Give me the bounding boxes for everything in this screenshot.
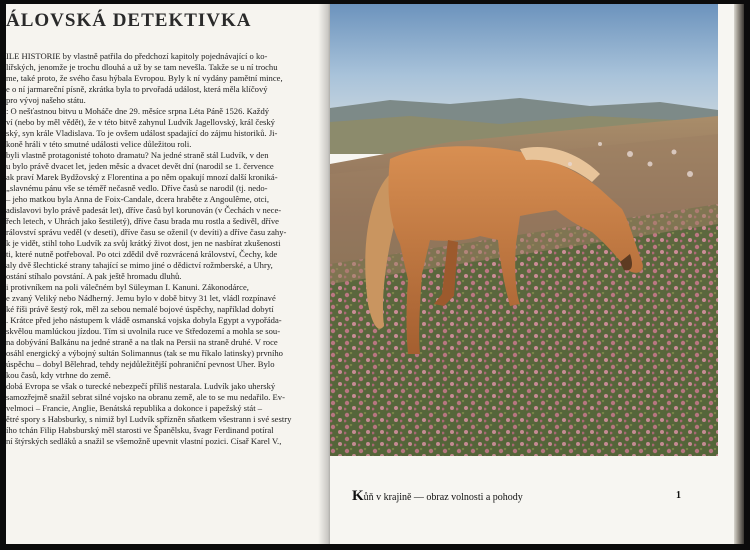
text-line: koně hráli v této smutné události velice důležitou roli. <box>6 139 192 149</box>
text-line: lířských, jenomže je trochu dlouhá a už by se tam nevešla. Takže se u ní trochu <box>6 62 278 72</box>
text-line: k je vidět, stihl toho Ludvík za svůj krátký život dost, jen ne nasbírat zkušenosti <box>6 238 281 248</box>
text-line: dobá Evropa se však o turecké nebezpečí příliš nestarala. Ludvík jako uherský <box>6 381 276 391</box>
text-line: „slavnému pánu vše se téměř nečasně vedlo. Dříve časů se narodil (tj. nedo- <box>6 183 268 193</box>
text-line: rálovství správu veděl (v deseti), dříve času se oženil (v devíti) a dříve času zahy- <box>6 227 287 237</box>
text-line: ího tchán Filip Habsburský měl starosti ve Španělsku, švagr Ferdinand potíral <box>6 425 274 435</box>
caption-initial: K <box>352 488 364 504</box>
text-line: ví (nebo by měl vědět), že v této bitvě zahynul Ludvík Jagellovský, král český <box>6 117 275 127</box>
text-line: byli vlastně protagonisté tohoto dramatu? Na jedné straně stál Ludvík, v den <box>6 150 269 160</box>
horse-photo <box>330 4 718 456</box>
text-line: ti, které nutně potřeboval. Po otci zdědil dvě rozvrácená království, Čechy, kde <box>6 249 278 259</box>
text-line: e zvaný Veliký nebo Nádherný. Jemu bylo v době bitvy 31 let, vládl rozpínavé <box>6 293 276 303</box>
text-line: samozřejmě snažil sebrat silné vojsko na obranu země, ale to se mu nedařilo. Ev- <box>6 392 285 402</box>
text-line: na dobývání Balkánu na jedné straně a na tlak na Persii na straně druhé. V roce <box>6 337 278 347</box>
chapter-heading: ÁLOVSKÁ DETEKTIVKA <box>6 10 252 31</box>
caption-text: ůň v krajině — obraz volnosti a pohody <box>363 492 523 503</box>
text-line: ILE HISTORIE by vlastně patřila do předchozí kapitoly pojednávající o ko- <box>6 51 268 61</box>
text-line: ský, syn krále Vladislava. To je ovšem událost spadající do zájmu historiků. Ji- <box>6 128 278 138</box>
text-line: . Krátce před jeho nástupem k vládě osmanská vojska dobyla Egypt a vypořáda- <box>6 315 282 325</box>
text-line: i protivníkem na poli válečném byl Süleyman I. Kanuni. Zákonodárce, <box>6 282 249 292</box>
text-line: e o ní jarmareční písně, zkrátka byla to prvořadá událost, která měla klíčový <box>6 84 268 94</box>
page-number: 1 <box>676 490 681 501</box>
left-page <box>6 4 330 544</box>
page-edge <box>734 4 744 544</box>
text-line: – jeho matkou byla Anna de Foix-Candale, dcera hraběte z Angoulême, otci, <box>6 194 269 204</box>
text-line: aly dvě šlechtické strany tahající se mimo jiné o dědictví rožmberské, a Uhry, <box>6 260 273 270</box>
text-line: adislavovi bylo právě padesát let), dříve časů byl korunován (v Čechách v nece- <box>6 205 282 215</box>
text-line: ostání stíhalo povstání. A pak ještě hromadu dluhů. <box>6 271 182 281</box>
text-line: ětré spory s Habsburky, s nimiž byl Ludvík spřízněn sňatkem všestrann i své sestry <box>6 414 292 424</box>
text-line: me, také proto, že svého času hýbala Evropou. Byly k ní vydány pamětní mince, <box>6 73 283 83</box>
text-line: ak praví Marek Bydžovský z Florentina a po něm opakují mnozí další kroniká- <box>6 172 278 182</box>
body-text <box>6 51 306 447</box>
photo-caption <box>352 488 523 505</box>
text-line: ní štýrských sedláků a snažil se všemožně upevnit vlastní pozici. Císař Karel V., <box>6 436 282 446</box>
text-line: velmoci – Francie, Anglie, Benátská republika a dokonce i papežský stát – <box>6 403 263 413</box>
text-line: kou časů, kdy vtrhne do země. <box>6 370 111 380</box>
text-line: u bylo právě dvacet let, jeden měsíc a dvacet devět dní (narodil se 1. července <box>6 161 274 171</box>
text-line: řech letech, v Uhrách jako šestiletý), dříve času brada mu rostla a šedivěl, dříve <box>6 216 279 226</box>
text-line: skvělou mamlúckou jízdou. Tím si uvolnila ruce ve Středozemí a mohla se sou- <box>6 326 281 336</box>
text-line: úspěchu – dobyl Bělehrad, tehdy nejdůležitější pohraniční pevnost Uher. Bylo <box>6 359 275 369</box>
text-line: osáhl energický a výbojný sultán Solimannus (tak se mu říkalo latinsky) prvního <box>6 348 283 358</box>
text-line: : O nešťastnou bitvu u Moháče dne 29. měsíce srpna Léta Páně 1526. Každý <box>6 106 270 116</box>
text-line: pro vývoj našeho státu. <box>6 95 86 105</box>
text-line: ké říši právě šestý rok, měl za sebou nemalé bojové úspěchy, například dobytí <box>6 304 274 314</box>
right-page <box>330 4 734 544</box>
